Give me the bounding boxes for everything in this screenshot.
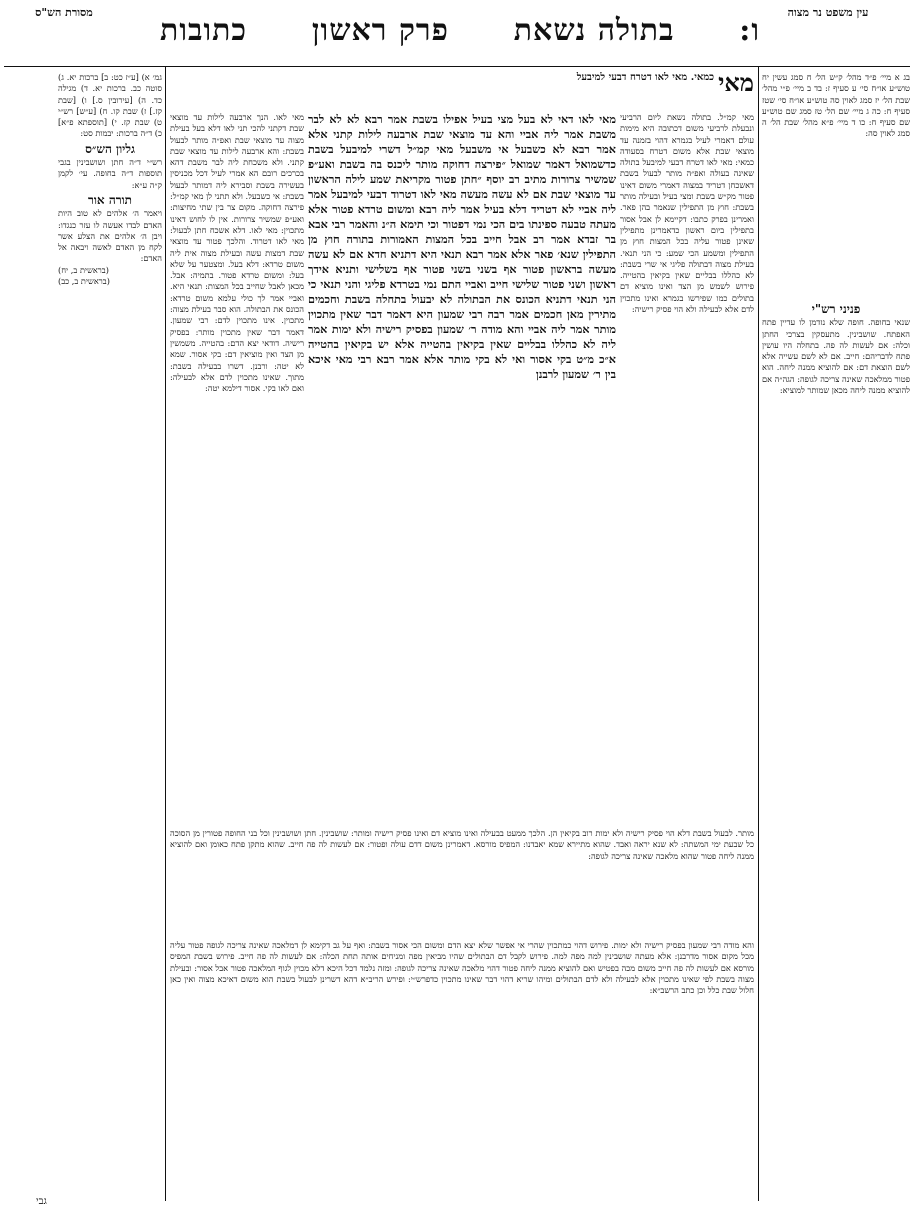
- ein-mishpat-label: עין משפט נר מצוה: [787, 6, 869, 19]
- header-rule: [4, 66, 910, 67]
- tractate-title: כתובות: [160, 12, 248, 48]
- tractate-title-right: בתולה נשאת: [513, 12, 675, 48]
- left-margin-column: [58, 72, 162, 592]
- running-header: [160, 10, 760, 50]
- tosafot-top: [458, 72, 754, 112]
- gemara-text: מאי לאו דאי לא בעל מצי בעיל אפילו בשבת אמר רבא לא לא לבר משבת אמר ליה אביי והא עד מוצאי שבת ארבעה לילות קתני אלא אמר רבא לא כשבעל אי משבעל מאי קמ״ל דשרי למיבעל בשבת כדשמואל דאמר שמואל ״פירצה דחוקה מותר ליכנס בה בשבת ואע״פ שמשיר צרורות מתיב רב יוסף ״חתן פטור מקריאת שמע לילה הראשון עד מוצאי שבת אם לא עשה מעשה מאי לאו דטרוד דבעי למיבעל אמר ליה אביי לא דטריד דלא בעיל אמר ליה רבא ומשום טרדא פטור אלא מעתה טבעה ספינתו בים הכי נמי דפטור וכי תימא ה״נ והאמר רבי אבא בר זבדא אמר רב אבל חייב בכל המצות האמורות בתורה חוץ מן התפילין שנא׳ פאר אלא אמר רבא תנאי היא דתניא חדא אם לא עשה מעשה בראשון פטור אף בשני בשני פטור אף בשלישי ותניא אידך ראשון ושני פטור שלישי חייב ואביי התם נמי בטרדא פליגי והני תנאי כי הני תנאי דתניא הכונס את הבתולה לא יבעול בתחלה בשבת וחכמים מתירין מאן חכמים אמר רבה רבי שמעון היא דאמר דבר שאין מתכוין מותר אמר ליה אביי והא מודה ר׳ שמעון בפסיק רישיה ולא ימות אמר ליה לא כהללו בבליים שאין בקיאין בהטייה אלא יש בקיאין בהטייה א״כ מ״ט בקי אסור ואי לא בקי מותר אלא אמר רבא רבי מאי איכא בין ר׳ שמעון לרבנן: [308, 112, 616, 381]
- tosafot-text: מאי קמ״ל. בתולה נשאת ליום הרביעי ונבעלת לרביעי משום דכתובה היא מימות עולם דאמרי לעיל בגמרא דהוי בזמנה עד מוצאי שבת אלא משום דטרח בסעודה כמאי: מאי לאו דטרח דבעי למיבעל בתולה שאינה בעולה ואפ״ה מותר לבעול בשבת דאשכחן דטריד במצוה דאמרי משום דאינו פטור מק״ש בשבת ומצי בעיל ובעילה מותר בשבת: חוץ מן התפילין שנאמר בהן פאר. ואמרינן בפרק כתבו: דקיימא לן אבל אסור בתפילין ביום ראשון כדאמרינן מתפילין שאינן פטור עליה בכל המצות חוץ מן התפילין ומשמע הכי שמע: כי הני תנאי. בעילת מצוה דבתולה פליגי אי שרי בשבת: לא כהללו בבליים שאין בקיאין בהטייה. פירוש לשמש מן הצד ואינו מוציא דם בתולים כמו שפירשו בגמרא ואינו מתכוין לדם אלא לבעילה ולא הוי פסיק רישיה:: [620, 112, 754, 315]
- rashi-bottom-text: מותר. לבעול בשבת דלא הוי פסיק רישיה ולא ימות רוב בקיאין הן. הלכך ממעט בבעילה ואינו מוציא דם ואינו פסיק רישיה ומותר: שושבינין. חתן ושושבינין וכל בני החופה פטורין מן הסוכה כל שבעת ימי המשתה: לא שנא יראה ואבד. שהוא מתיירא שמא יאבדנו: המפיס מורסא. דאמרינן משום דדם עולה ופטור: אם לעשות לה פה חייב. שהוא מתקן פתח כאומן ואם להוציא ממנה ליחה פטור שהוא מלאכה שאינה צריכה לגופה:: [170, 828, 754, 861]
- left-margin-rule: [165, 66, 166, 1201]
- gemara-column: [308, 112, 616, 822]
- torah-ref-1: (בראשית ב, יח): [58, 264, 109, 275]
- ein-mishpat-header: [748, 6, 908, 68]
- ein-mishpat-text: בג א מיי׳ פ״ד מהל׳ ק״ש הל׳ ח סמג עשין יח טוש״ע או״ח סי׳ ע סעיף ז: בד ב מיי׳ פ״י מהל׳ שבת הל׳ יז סמג לאוין סה טוש״ע או״ח סי׳ שטז סעיף ח: כה ג מיי׳ שם הל׳ טז סמג שם טוש״ע שם סעיף ח: כו ד מיי׳ פ״א מהל׳ שבת הל׳ ה סמג לאוין סה:: [762, 72, 910, 139]
- gilyon-text: רש״י ד״ה חתן ושושבינין בגבי תוספות ד״ה בחופה. עי׳ לקמן ק״ה ע״א:: [58, 157, 162, 190]
- rashi-column: [170, 112, 304, 822]
- rashi-top: [170, 72, 454, 112]
- mishna-line: כמאי. מאי לאו דטרח דבעי למיבעל: [576, 72, 715, 83]
- masoret-text: גמ׳ א) [ע״ז כט: ב] ברכות יא. ג) סוטה כב. ברכות יא. ד) מגילה כד. ה) [עירובין ס.] ו) [שבת קז.] ז) שבת קו. ח) [ע״ש] רש״י ט) שבת קז. י) [תוספתא פ״א] כ) ד״ה ברכות: יבמות סט:: [58, 72, 162, 139]
- torah-or-title: תורה אור: [87, 192, 133, 207]
- torah-or-text: ויאמר ה׳ אלהים לא טוב היות האדם לבדו אעשה לו עזר כנגדו: ויבן ה׳ אלהים את הצלע אשר לקח מן האדם לאשה ויבאה אל האדם:: [58, 208, 162, 264]
- opening-word: מאי: [718, 72, 754, 97]
- pninei-rashi-title: פניני רש"י: [811, 302, 861, 316]
- right-margin-rule: [758, 66, 759, 1201]
- ein-mishpat-column: [762, 72, 910, 302]
- pninei-rashi-text: שנאי בחופה. חופה שלא נזדמן לו עדיין פתח האפתח. שושבינין. מתעסקין בצרכי החתן וכלה: אם לעשות לה פה. בתחלה היו עושין פתח לדבריהם: חייב. אם לא לשם עשייה אלא לשם הוצאת דם: אם להוציא ממנה ליחה. הוא פטור ממלאכה שאינה צריכה לגופה: הגה״ה אם להוציא ממנה ליחה מכאן שמותר למוציא:: [762, 317, 910, 396]
- torah-ref-2: (בראשית ב, כב): [58, 276, 110, 287]
- tosafot-bottom-block: [170, 940, 754, 1195]
- masoret-header: [4, 6, 124, 68]
- tosafot-column: [620, 112, 754, 822]
- pninei-rashi-column: [762, 300, 910, 540]
- masoret-label: מסורת הש"ס: [35, 6, 93, 19]
- chapter-number: ו:: [739, 12, 760, 48]
- rashi-text: מאי לאו. הנך ארבעה לילות עד מוצאי שבת דקתני להכי תני לאו דלא בעל בעילת מצוה עד מוצאי שבת ואפ״ה מותר לבעול בשבת: והא ארבעה לילות עד מוצאי שבת קתני. ולא משכחת ליה לבר משבת דהא בכרכים רובם הא אמרי לעיל דכל מכניסין בעשירה בשבת וסבירא ליה דמותר לבעול בשבת: אי כשבעל. ולא תתני לן מאי קמ״ל: פירצה דחוקה. מקום צר בין שתי מחיצות: ואע״פ שמשיר צרורות. אין לו לחוש דאינו מתכוין: מאי לאו. דלא אשכח חתן לבעול: מאי לאו דטרוד. והלכך פטור עד מוצאי שבת דמצות עשה ובעילת מצוה אית ליה משום טרדא: דלא בעל. ומצטער על שלא בעל: ומשום טרדא פטור. בתמיה: אבל. מכאן לאבל שחייב בכל המצות: תנאי היא. ואביי אמר לך כולי עלמא משום טרדא: הכונס את הבתולה. הוא סבר בעילת מצוה: מתכוין. אינו מתכוין לדם: רבי שמעון. דאמר דבר שאין מתכוין מותר: בפסיק רישיה. דודאי יצא הדם: בהטייה. משמשין מן הצד ואין מוציאין דם: בקי אסור. שמא לא יטה: ורבנן. דשרו בבעילה בשבת: מתוך. שאינו מתכוין לדם אלא לבעילה: ואם לאו בקי. אסור דילמא יטה:: [170, 112, 304, 394]
- rashi-bottom-block: [170, 828, 754, 938]
- catchword: גבי: [36, 1196, 47, 1207]
- gilyon-title: גליון הש״ס: [85, 141, 135, 156]
- chapter-title: פרק ראשון: [311, 12, 449, 48]
- tosafot-bottom-text: והא מודה רבי שמעון בפסיק רישיה ולא ימות. פירוש דהוי כמתכוין שהרי אי אפשר שלא יצא הדם ומשום הכי אסור בשבת: ואף על גב דקימא לן דמלאכה שאינה צריכה לגופה פטור עליה מכל מקום אסור מדרבנן: אלא מעתה שושבינין למה מפה למה. פירוש לקבל דם הבתולים שהיו מביאין מפה ומניחים אותה תחת הכלה: אם לעשות לה פה חייב. פירוש בשבת המפיס מורסא אם לעשות לה פה חייב משום מכה בפטיש ואם להוציא ממנה ליחה פטור דהוי מלאכה שאינה צריכה לגופה: ומזה נלמד דכל היכא דלא מכוין לגוף המלאכה פטור אבל אסור: ובעילת מצוה בשבת לפי שאינו מתכוין אלא לבעילה ולא לדם הבתולים ומיהו שריא דהוי דבר שאינו מתכוין כדפרש״י: ופירש הריב״א דהא דשרינן לבעול בשבת הוא משום דאיכא מצוה ואין כאן חלול שבת כלל וכן כתב הרשב״א:: [170, 940, 754, 996]
